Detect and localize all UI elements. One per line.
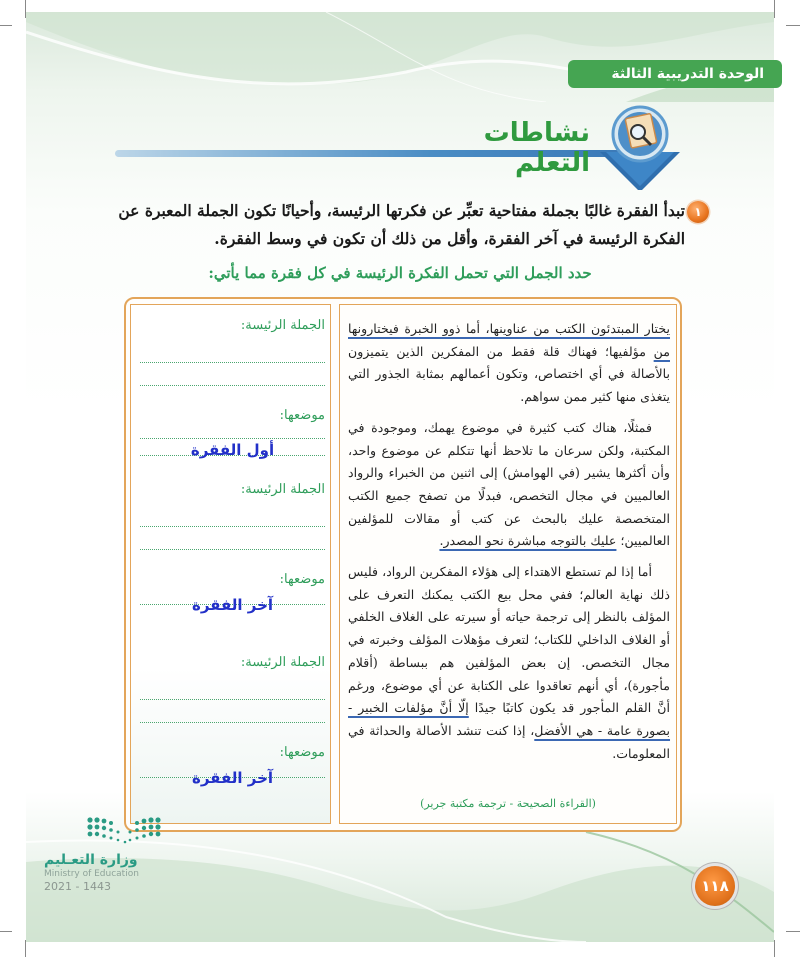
answer-group-2 <box>140 482 325 614</box>
answer-line[interactable] <box>140 722 325 723</box>
main-sentence-label: الجملة الرئيسة: <box>240 655 325 670</box>
answer-line[interactable] <box>140 549 325 550</box>
paragraph-text: ، إذا كنت تنشد الأصالة والحداثة في المعلومات. <box>348 722 670 761</box>
main-sentence-label: الجملة الرئيسة: <box>240 318 325 333</box>
unit-label: الوحدة التدريبية الثالثة <box>611 66 764 82</box>
paragraph-text: فمثلًا، هناك كتب كثيرة في موضوع يهمك، وموجودة في المكتبة، ولكن سرعان ما تلاحظ أنها تتكلم عن موضوع واحد، وأن أكثرها يشير (في الهوامش) إلى اثنين من الخبراء والرواد العالميين في مجال التخصص، فبدلًا من تصفح جميع الكتب المتخصصة عليك بالبحث عن كتب أو مقالات للمؤلفين العالميين؛ <box>348 419 670 549</box>
answer-line[interactable] <box>140 438 325 439</box>
paragraph-1 <box>348 318 670 409</box>
paragraph-3 <box>348 561 670 765</box>
ministry-name-arabic: وزارة التعـليم <box>44 852 138 868</box>
reading-passage <box>348 318 670 773</box>
paragraph-text: مؤلفيها؛ فهناك قلة فقط من المفكرين الذين يتميزون بالأصالة في أي اختصاص، وتكون أعمالهم بمثابة الجذور التي يتغذى منها كثير ممن سواهم. <box>348 343 670 405</box>
paragraph-2 <box>348 417 670 553</box>
magnifier-book-icon <box>600 100 680 190</box>
answer-group-3 <box>140 655 325 787</box>
position-label: موضعها: <box>279 745 325 760</box>
ministry-name-english: Ministry of Education <box>44 869 139 879</box>
main-sentence-highlight: عليك بالتوجه مباشرة نحو المصدر. <box>439 533 617 549</box>
unit-badge <box>568 60 782 88</box>
position-label: موضعها: <box>279 408 325 423</box>
page-number: ١١٨ <box>701 877 729 895</box>
passage-source: (القراءة الصحيحة - ترجمة مكتبة جرير) <box>420 797 596 810</box>
main-sentence-label: الجملة الرئيسة: <box>240 482 325 497</box>
decorative-wave-top <box>26 12 774 102</box>
crop-mark <box>25 940 26 957</box>
exercise-instruction: تبدأ الفقرة غالبًا بجملة مفتاحية تعبِّر عن فكرتها الرئيسة، وأحيانًا تكون الجملة المعبرة عن الفكرة الرئيسة في آخر الفقرة، وأقل من ذلك أن تكون في وسط الفقرة. <box>118 201 685 248</box>
main-sentence-highlight: إلّا أنَّ مؤلفات الخبير - بصورة عامة - هي الأفضل <box>348 700 671 738</box>
answer-group-1 <box>140 318 325 459</box>
position-answer: أول الفقرة <box>190 441 275 459</box>
position-answer: آخر الفقرة <box>191 596 274 614</box>
main-sentence-highlight: يختار المبتدئون الكتب من عناوينها، أما ذوو الخبرة فيختارونها من <box>348 321 670 359</box>
answer-line[interactable] <box>140 385 325 386</box>
section-title: نشاطات التعلم <box>483 118 590 178</box>
answer-line[interactable] <box>140 526 325 527</box>
exercise-number-badge <box>687 201 709 223</box>
crop-mark <box>0 931 12 932</box>
edition-year: 2021 - 1443 <box>44 880 111 893</box>
crop-mark <box>786 25 800 26</box>
crop-mark <box>774 940 775 957</box>
page-number-badge <box>695 866 735 906</box>
crop-mark <box>786 931 800 932</box>
answer-line[interactable] <box>140 362 325 363</box>
paragraph-text: أما إذا لم تستطع الاهتداء إلى هؤلاء المفكرين الرواد، فليس ذلك نهاية العالم؛ ففي محل بيع الكتب يمكنك التعرف على المؤلف بالنظر إلى ترجمة حياته أو سيرته على الغلاف الخلفي أو الغلاف الداخلي للكتاب؛ لتعرف مؤهلات المؤلف وخبرته في مجال التخصص. إن بعض المؤلفين هم ببساطة (أقلام مأجورة)، أي أنهم تعاقدوا على الكتابة عن أي موضوع، ورغم أنَّ القلم المأجور قد يكون كاتبًا جيدًا <box>348 564 670 716</box>
answer-line[interactable] <box>140 699 325 700</box>
position-label: موضعها: <box>279 572 325 587</box>
crop-mark <box>774 0 775 18</box>
exercise-task: حدد الجمل التي تحمل الفكرة الرئيسة في كل فقرة مما يأتي: <box>208 264 592 282</box>
position-answer: آخر الفقرة <box>191 769 274 787</box>
exercise-number: ١ <box>694 205 702 219</box>
crop-mark <box>0 25 12 26</box>
